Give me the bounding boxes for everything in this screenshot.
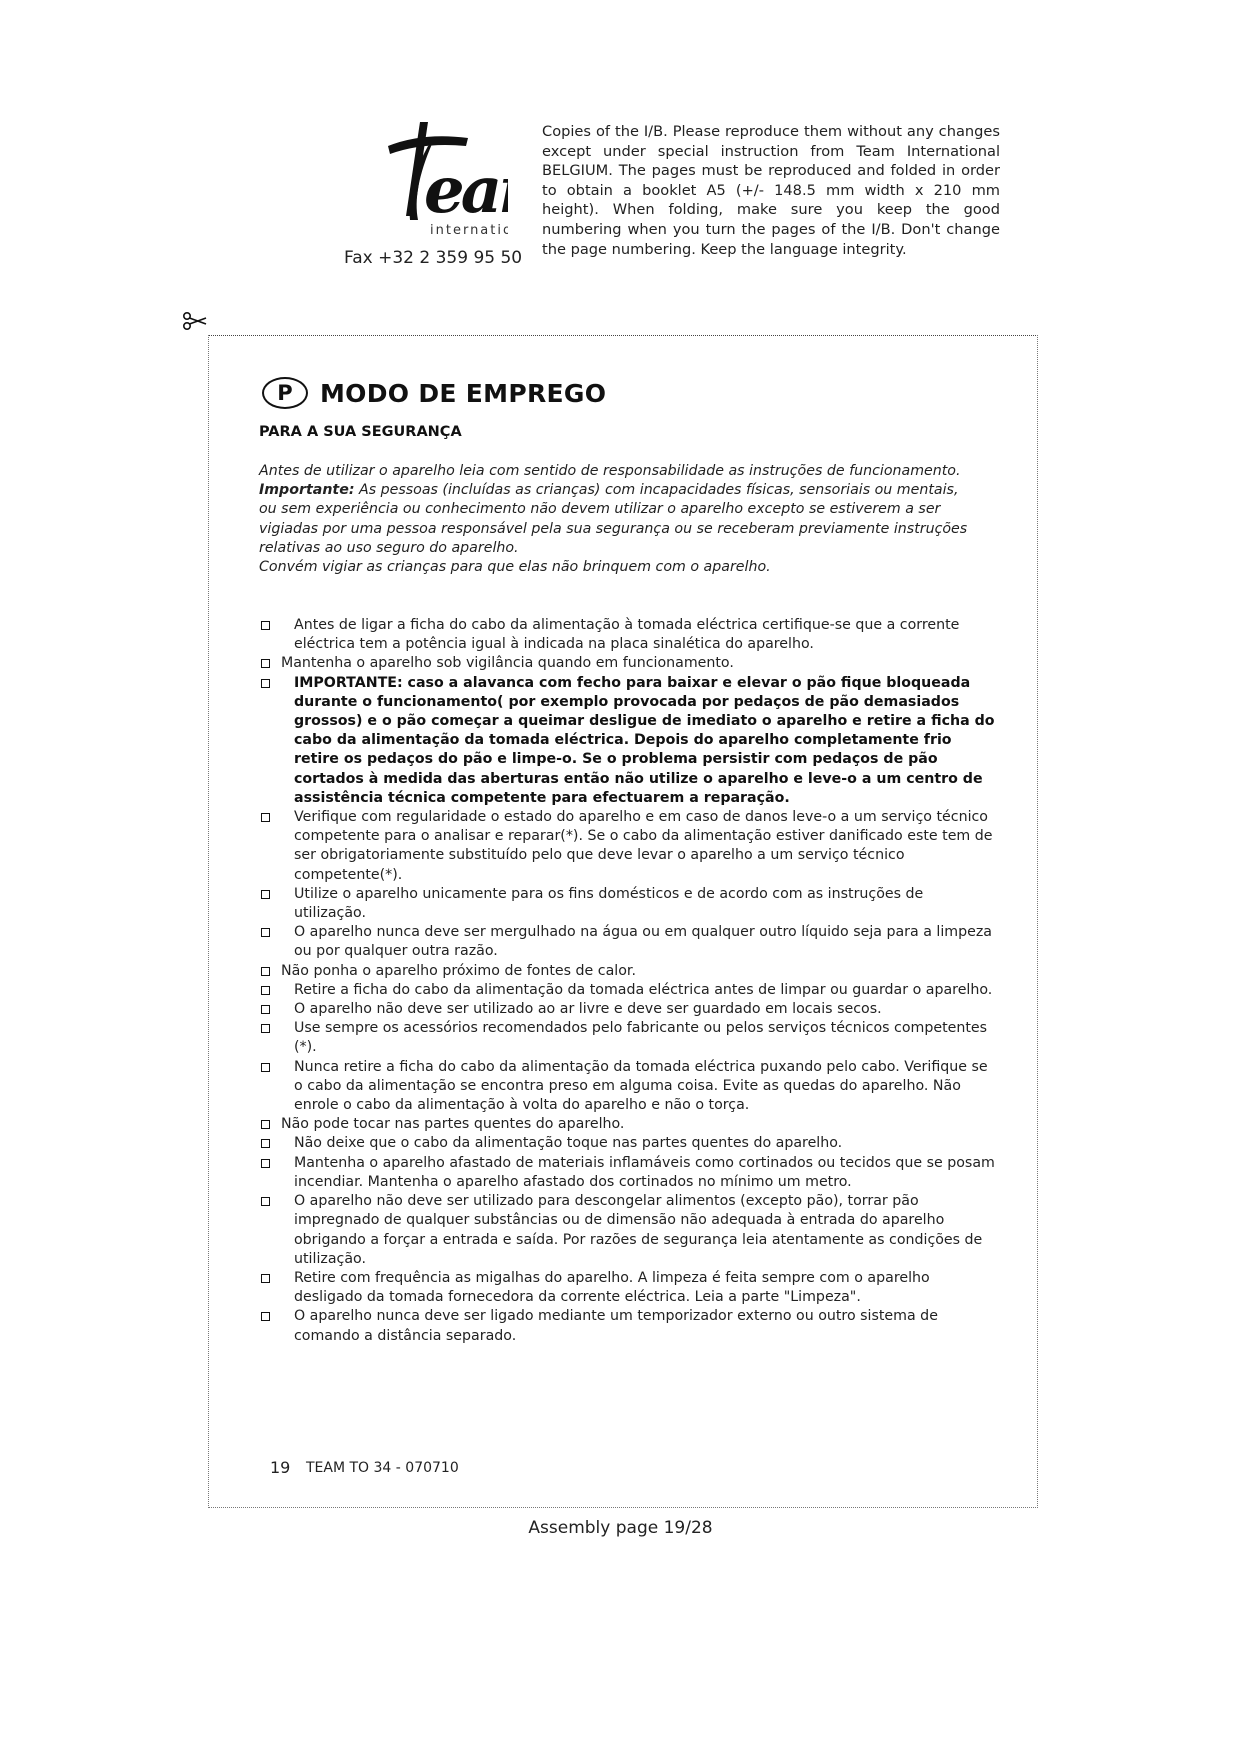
- section-title: MODO DE EMPREGO: [320, 378, 607, 408]
- list-item: Não ponha o aparelho próximo de fontes de calor.: [259, 962, 999, 981]
- list-item: O aparelho nunca deve ser mergulhado na água ou em qualquer outro líquido seja para a limpeza ou por qualquer outra razão.: [259, 923, 999, 961]
- list-item: Retire com frequência as migalhas do aparelho. A limpeza é feita sempre com o aparelho desligado da tomada fornecedora da corrente eléctrica. Leia a parte "Limpeza".: [259, 1269, 999, 1307]
- checkbox-icon: [261, 621, 270, 630]
- list-item: Não pode tocar nas partes quentes do aparelho.: [259, 1115, 999, 1134]
- list-item: Antes de ligar a ficha do cabo da alimentação à tomada eléctrica certifique-se que a corrente eléctrica tem a potência igual à indicada na placa sinalética do aparelho.: [259, 616, 999, 654]
- checkbox-icon: [261, 1120, 270, 1129]
- checkbox-icon: [261, 986, 270, 995]
- intro-important: [259, 481, 979, 558]
- checkbox-icon: [261, 679, 270, 688]
- safety-list: [259, 616, 999, 1346]
- intro-children: Convém vigiar as crianças para que elas não brinquem com o aparelho.: [259, 559, 771, 576]
- checkbox-icon: [261, 928, 270, 937]
- intro-paragraph: Antes de utilizar o aparelho leia com sentido de responsabilidade as instruções de funcionamento.: [259, 463, 961, 479]
- safety-subheading: PARA A SUA SEGURANÇA: [259, 424, 462, 440]
- model-reference: TEAM TO 34 - 070710: [306, 1460, 459, 1476]
- checkbox-icon: [261, 1063, 270, 1072]
- list-item: O aparelho nunca deve ser ligado mediante um temporizador externo ou outro sistema de comando a distância separado.: [259, 1307, 999, 1345]
- safety-intro: [259, 462, 979, 577]
- svg-text:eam: ea: [424, 153, 499, 228]
- list-item: Verifique com regularidade o estado do aparelho e em caso de danos leve-o a um serviço técnico competente para o analisar e reparar(*). Se o cabo da alimentação estiver danificado este tem de ser obrigatoriamente substituído pelo que deve levar o aparelho a um serviço técnico competente(*).: [259, 808, 999, 885]
- fax-number: Fax +32 2 359 95 50: [344, 248, 523, 268]
- checkbox-icon: [261, 890, 270, 899]
- checkbox-icon: [261, 1197, 270, 1206]
- assembly-page-label: Assembly page 19/28: [528, 1518, 713, 1538]
- checkbox-icon: [261, 813, 270, 822]
- list-item: Use sempre os acessórios recomendados pelo fabricante ou pelos serviços técnicos competentes (*).: [259, 1019, 999, 1057]
- list-item: Não deixe que o cabo da alimentação toque nas partes quentes do aparelho.: [259, 1134, 999, 1153]
- checkbox-icon: [261, 1159, 270, 1168]
- reproduction-instructions: Copies of the I/B. Please reproduce them without any changes except under special instruction from Team International BELGIUM. The pages must be reproduced and folded in order to obtain a booklet A5 (+/- 148.5 mm width x 210 mm height). When folding, make sure you keep the good numbering when you turn the pages of the I/B. Don't change the page numbering. Keep the language integrity.: [542, 123, 1000, 258]
- svg-text:international: internati: [430, 223, 503, 238]
- list-item: O aparelho não deve ser utilizado para descongelar alimentos (excepto pão), torrar pão impregnado de qualquer substâncias ou de dimensão não adequada à entrada do aparelho obrigando a forçar a entrada e saída. Por razões de segurança leia atentamente as condições de utilização.: [259, 1192, 999, 1269]
- list-item: Mantenha o aparelho afastado de materiais inflamáveis como cortinados ou tecidos que se posam incendiar. Mantenha o aparelho afastado dos cortinados no mínimo um metro.: [259, 1154, 999, 1192]
- scissors-icon: [182, 311, 208, 335]
- checkbox-icon: [261, 659, 270, 668]
- checkbox-icon: [261, 1274, 270, 1283]
- checkbox-icon: [261, 1312, 270, 1321]
- language-badge: P: [262, 377, 308, 409]
- checkbox-icon: [261, 1024, 270, 1033]
- team-international-logo: [368, 120, 508, 240]
- checkbox-icon: [261, 1005, 270, 1014]
- checkbox-icon: [261, 967, 270, 976]
- important-text: As pessoas (incluídas as crianças) com incapacidades físicas, sensoriais ou mentais, ou sem experiência ou conhecimento não devem utilizar o aparelho excepto se estiverem a ser vigiadas por uma pessoa responsável pela sua segurança ou se receberam previamente instruções relativas ao uso seguro do aparelho.: [259, 482, 968, 556]
- checkbox-icon: [261, 1139, 270, 1148]
- important-label: Importante:: [259, 482, 355, 499]
- list-item: Utilize o aparelho unicamente para os fins domésticos e de acordo com as instruções de utilização.: [259, 885, 999, 923]
- section-header: [262, 377, 606, 409]
- list-item-important: IMPORTANTE: caso a alavanca com fecho para baixar e elevar o pão fique bloqueada durante o funcionamento( por exemplo provocada por pedaços de pão demasiados grossos) e o pão começar a queimar desligue de imediato o aparelho e retire a ficha do cabo da alimentação da tomada eléctrica. Depois do aparelho completamente frio retire os pedaços do pão e limpe-o. Se o problema persistir com pedaços de pão cortados à medida das aberturas então não utilize o aparelho e leve-o a um centro de assistência técnica competente para efectuarem a reparação.: [259, 674, 999, 808]
- list-item: Nunca retire a ficha do cabo da alimentação da tomada eléctrica puxando pelo cabo. Verifique se o cabo da alimentação se encontra preso em alguma coisa. Evite as quedas do aparelho. Não enrole o cabo da alimentação à volta do aparelho e não o torça.: [259, 1058, 999, 1116]
- list-item: O aparelho não deve ser utilizado ao ar livre e deve ser guardado em locais secos.: [259, 1000, 999, 1019]
- list-item: Retire a ficha do cabo da alimentação da tomada eléctrica antes de limpar ou guardar o aparelho.: [259, 981, 999, 1000]
- page-number: 19: [270, 1458, 291, 1477]
- list-item: Mantenha o aparelho sob vigilância quando em funcionamento.: [259, 654, 999, 673]
